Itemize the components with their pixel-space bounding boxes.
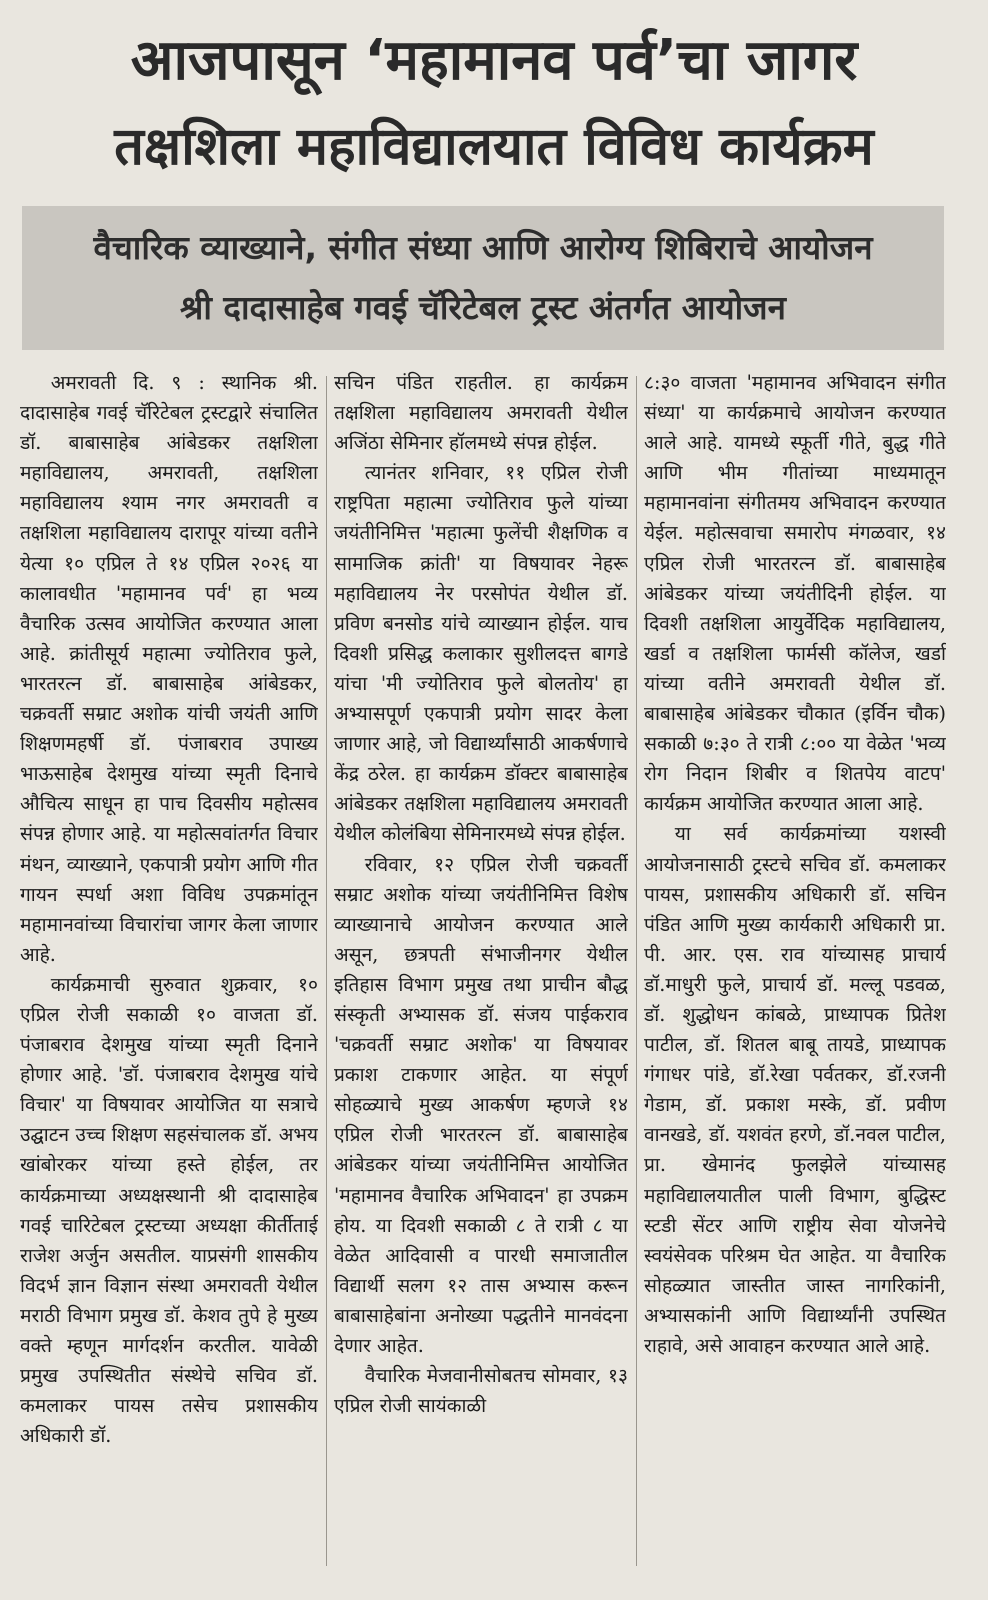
headline-line-2: तक्षशिला महाविद्यालयात विविध कार्यक्रम bbox=[114, 117, 874, 177]
subheadline-box bbox=[22, 206, 944, 350]
article-paragraph: कार्यक्रमाची सुरुवात शुक्रवार, १० एप्रिल रोजी सकाळी १० वाजता डॉ. पंजाबराव देशमुख यांच्या स्मृती दिनाने होणार आहे. 'डॉ. पंजाबराव देशमुख यांचे विचार' या विषयावर आयोजित या सत्राचे उद्घाटन उच्च शिक्षण सहसंचालक डॉ. अभय खांबोरकर यांच्या हस्ते होईल, तर कार्यक्रमाच्या अध्यक्षस्थानी श्री दादासाहेब गवई चारिटेबल ट्रस्टच्या अध्यक्षा कीर्तीताई राजेश अर्जुन असतील. याप्रसंगी शासकीय विदर्भ ज्ञान विज्ञान संस्था अमरावती येथील मराठी विभाग प्रमुख डॉ. केशव तुपे हे मुख्य वक्ते म्हणून मार्गदर्शन करतील. यावेळी प्रमुख उपस्थितीत संस्थेचे सचिव डॉ. कमलाकर पायस तसेच प्रशासकीय अधिकारी डॉ. bbox=[20, 972, 318, 1448]
article-column-3 bbox=[644, 368, 946, 1578]
article-paragraph: अमरावती दि. ९ : स्थानिक श्री. दादासाहेब गवई चॅरिटेबल ट्रस्टद्वारे संचालित डॉ. बाबासाहेब आंबेडकर तक्षशिला महाविद्यालय, अमरावती, तक्षशिला महाविद्यालय श्याम नगर अमरावती व तक्षशिला महाविद्यालय दारापूर यांच्या वतीने येत्या १० एप्रिल ते १४ एप्रिल २०२६ या कालावधीत 'महामानव पर्व' हा भव्य वैचारिक उत्सव आयोजित करण्यात आला आहे. क्रांतीसूर्य महात्मा ज्योतिराव फुले, भारतरत्न डॉ. बाबासाहेब आंबेडकर, चक्रवर्ती सम्राट अशोक यांची जयंती आणि शिक्षणमहर्षी डॉ. पंजाबराव उपाख्य भाऊसाहेब देशमुख यांच्या स्मृती दिनाचे औचित्य साधून हा पाच दिवसीय महोत्सव संपन्न होणार आहे. या महोत्सवांतर्गत विचार मंथन, व्याख्याने, एकपात्री प्रयोग आणि गीत गायन स्पर्धा अशा विविध उपक्रमांतून महामानवांच्या विचारांचा जागर केला जाणार आहे. bbox=[20, 371, 318, 966]
article-paragraph: त्यानंतर शनिवार, ११ एप्रिल रोजी राष्ट्रपिता महात्मा ज्योतिराव फुले यांच्या जयंतीनिमित्त 'महात्मा फुलेंची शैक्षणिक व सामाजिक क्रांती' या विषयावर नेहरू महाविद्यालय नेर परसोपंत येथील डॉ. प्रविण बनसोड यांचे व्याख्यान होईल. याच दिवशी प्रसिद्ध कलाकार सुशीलदत्त बागडे यांचा 'मी ज्योतिराव फुले बोलतोय' हा अभ्यासपूर्ण एकपात्री प्रयोग सादर केला जाणार आहे, जो विद्यार्थ्यांसाठी आकर्षणाचे केंद्र ठरेल. हा कार्यक्रम डॉक्टर बाबासाहेब आंबेडकर तक्षशिला महाविद्यालय अमरावती येथील कोलंबिया सेमिनारमध्ये संपन्न होईल. bbox=[334, 461, 628, 846]
article-paragraph: रविवार, १२ एप्रिल रोजी चक्रवर्ती सम्राट अशोक यांच्या जयंतीनिमित्त विशेष व्याख्यानाचे आयोजन करण्यात आले असून, छत्रपती संभाजीनगर येथील इतिहास विभाग प्रमुख तथा प्राचीन बौद्ध संस्कृती अभ्यासक डॉ. संजय पाईकराव 'चक्रवर्ती सम्राट अशोक' या विषयावर प्रकाश टाकणार आहेत. या संपूर्ण सोहळ्याचे मुख्य आकर्षण म्हणजे १४ एप्रिल रोजी भारतरत्न डॉ. बाबासाहेब आंबेडकर यांच्या जयंतीनिमित्त आयोजित 'महामानव वैचारिक अभिवादन' हा उपक्रम होय. या दिवशी सकाळी ८ ते रात्री ८ या वेळेत आदिवासी व पारधी समाजातील विद्यार्थी सलग १२ तास अभ्यास करून बाबासाहेबांना अनोख्या पद्धतीने मानवंदना देणार आहेत. bbox=[334, 852, 628, 1357]
article-paragraph: वैचारिक मेजवानीसोबतच सोमवार, १३ एप्रिल रोजी सायंकाळी bbox=[334, 1364, 628, 1418]
article-column-2 bbox=[334, 368, 628, 1578]
article-paragraph: या सर्व कार्यक्रमांच्या यशस्वी आयोजनासाठी ट्रस्टचे सचिव डॉ. कमलाकर पायस, प्रशासकीय अधिकारी डॉ. सचिन पंडित आणि मुख्य कार्यकारी अधिकारी प्रा. पी. आर. एस. राव यांच्यासह प्राचार्य डॉ.माधुरी फुले, प्राचार्य डॉ. मल्लू पडवळ, डॉ. शुद्धोधन कांबळे, प्राध्यापक प्रितेश पाटील, डॉ. शितल बाबू तायडे, प्राध्यापक गंगाधर पांडे, डॉ.रेखा पर्वतकर, डॉ.रजनी गेडाम, डॉ. प्रकाश मस्के, डॉ. प्रवीण वानखडे, डॉ. यशवंत हरणे, डॉ.नवल पाटील, प्रा. खेमानंद फुलझेले यांच्यासह महाविद्यालयातील पाली विभाग, बुद्धिस्ट स्टडी सेंटर आणि राष्ट्रीय सेवा योजनेचे स्वयंसेवक परिश्रम घेत आहेत. या वैचारिक सोहळ्यात जास्तीत जास्त नागरिकांनी, अभ्यासकांनी आणि विद्यार्थ्यांनी उपस्थित राहावे, असे आवाहन करण्यात आले आहे. bbox=[644, 822, 946, 1357]
headline-line-1: आजपासून ‘महामानव पर्व’चा जागर bbox=[130, 28, 858, 93]
subheadline-line-2: श्री दादासाहेब गवई चॅरिटेबल ट्रस्ट अंतर्गत आयोजन bbox=[180, 288, 786, 327]
article-column-1 bbox=[20, 368, 318, 1578]
article-body bbox=[0, 368, 988, 1600]
headline bbox=[20, 18, 968, 190]
article-paragraph: सचिन पंडित राहतील. हा कार्यक्रम तक्षशिला महाविद्यालय अमरावती येथील अजिंठा सेमिनार हॉलमध्ये संपन्न होईल. bbox=[334, 371, 628, 455]
subheadline-line-1: वैचारिक व्याख्याने, संगीत संध्या आणि आरोग्य शिबिराचे आयोजन bbox=[93, 228, 873, 267]
article-paragraph: ८:३० वाजता 'महामानव अभिवादन संगीत संध्या' या कार्यक्रमाचे आयोजन करण्यात आले आहे. यामध्ये स्फूर्ती गीते, बुद्ध गीते आणि भीम गीतांच्या माध्यमातून महामानवांना संगीतमय अभिवादन करण्यात येईल. महोत्सवाचा समारोप मंगळवार, १४ एप्रिल रोजी भारतरत्न डॉ. बाबासाहेब आंबेडकर यांच्या जयंतीदिनी होईल. या दिवशी तक्षशिला आयुर्वेदिक महाविद्यालय, खर्डा व तक्षशिला फार्मसी कॉलेज, खर्डा यांच्या वतीने अमरावती येथील डॉ. बाबासाहेब आंबेडकर चौकात (इर्विन चौक) सकाळी ७:३० ते रात्री ८:०० या वेळेत 'भव्य रोग निदान शिबीर व शितपेय वाटप' कार्यक्रम आयोजित करण्यात आला आहे. bbox=[644, 371, 946, 816]
